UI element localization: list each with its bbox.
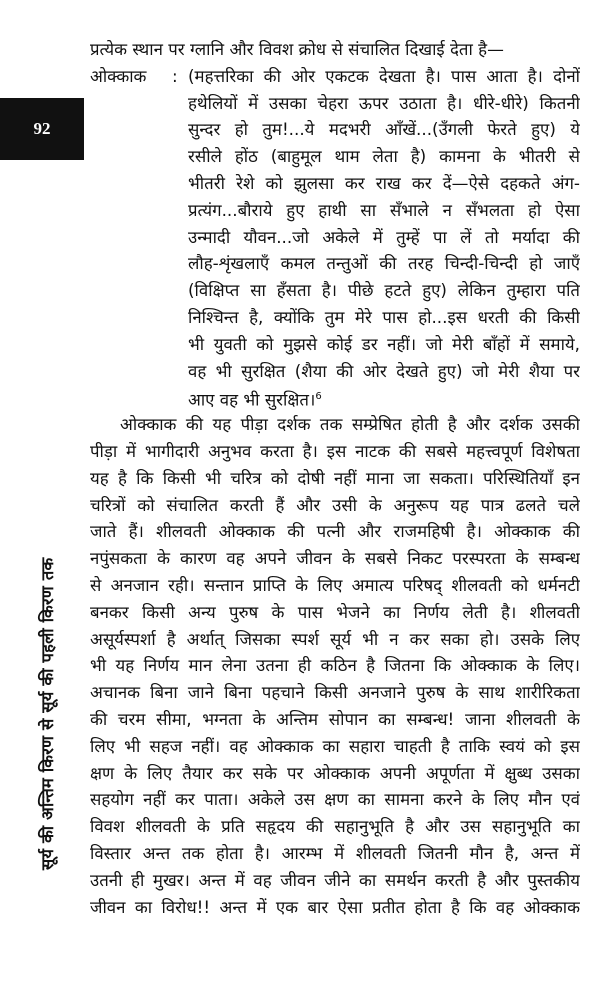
paragraph-line: सहयोग नहीं कर पाता। अकेले उस क्षण का सामना करने के लिए मौन एवं (90, 789, 580, 810)
paragraph-line: बनकर किसी अन्य पुरुष के पास भेजने का निर्णय लेती है। शीलवती (90, 601, 580, 622)
page-number-tab (0, 98, 84, 160)
speech-line: रसीले होंठ (बाहुमूल थाम लेता है) कामना के भीतरी से (188, 146, 580, 167)
paragraph-line: असूर्यस्पर्शा है अर्थात् जिसका स्पर्श सूर्य भी न कर सका हो। उसके लिए (90, 628, 580, 649)
footnote-marker: 6 (315, 391, 322, 403)
speech-line: भीतरी रेशे को झुलसा कर राख कर दें—ऐसे दहकते अंग- (188, 172, 580, 193)
paragraph-line: की चरम सीमा, भग्नता के अन्तिम सोपान का सम्बन्ध! जाना शीलवती के (90, 708, 580, 729)
speech-text (188, 63, 580, 411)
paragraph-line: चरित्रों को संचालित करती हैं और उसी के अनुरूप यह पात्र ढलते चले (90, 494, 580, 515)
paragraph-line: विवश शीलवती के प्रति सहृदय की सहानुभूति है और उस सहानुभूति का (90, 816, 580, 837)
dialogue-block (90, 63, 580, 411)
running-head: सूर्य की अन्तिम किरण से सूर्य की पहली किरण तक (38, 557, 57, 870)
speech-line: उन्मादी यौवन...जो अकेले में तुम्हें पा लें तो मर्यादा की (188, 226, 580, 247)
paragraph-line: भी यह निर्णय मान लेना उतना ही कठिन है जितना कि ओक्काक के लिए। (90, 655, 580, 676)
speech-line: (महत्तरिका की ओर एकटक देखता है। पास आता है। दोनों (188, 65, 580, 86)
speech-line: भी युवती को मुझसे कोई डर नहीं। जो मेरी बाँहों में समाये, (188, 333, 580, 354)
intro-line: प्रत्येक स्थान पर ग्लानि और विवश क्रोध से संचालित दिखाई देता है— (90, 39, 504, 59)
body-paragraph (90, 411, 580, 920)
paragraph-line: जाते हैं। शीलवती ओक्काक की पत्नी और राजमहिषी है। ओक्काक की (90, 521, 580, 542)
speech-line: हथेलियों में उसका चेहरा ऊपर उठाता है। धीरे-धीरे) कितनी (188, 92, 580, 113)
paragraph-line: क्षण के लिए तैयार कर सके पर ओक्काक अपनी अपूर्णता में क्षुब्ध उसका (90, 762, 580, 783)
paragraph-line: विस्तार अन्त तक होता है। आरम्भ में शीलवती जितनी मौन है, अन्त में (90, 842, 580, 863)
speech-last-line (188, 384, 580, 411)
paragraph-line: ओक्काक की यह पीड़ा दर्शक तक सम्प्रेषित होती है और दर्शक उसकी (120, 414, 580, 435)
speech-last-text: आए वह भी सुरक्षित। (188, 389, 316, 410)
paragraph-line: नपुंसकता के कारण वह अपने जीवन के सबसे निकट परस्परता के सम्बन्ध (90, 548, 580, 569)
speech-line: निश्चिन्त है, क्योंकि तुम मेरे पास हो...इस धरती की किसी (188, 306, 580, 327)
paragraph-line: जीवन का विरोध!! अन्त में एक बार ऐसा प्रतीत होता है कि वह ओक्काक (90, 896, 580, 917)
page-body (90, 36, 580, 920)
paragraph-line: यह है कि किसी भी चरित्र को दोषी नहीं माना जा सकता। परिस्थितियाँ इन (90, 467, 580, 488)
speaker-name: ओक्काक (90, 65, 147, 86)
speech-line: वह भी सुरक्षित (शैया की ओर देखते हुए) जो मेरी शैया पर (188, 360, 580, 381)
speech-line: लौह-शृंखलाएँ कमल तन्तुओं की तरह चिन्दी-चिन्दी हो जाएँ (188, 253, 580, 274)
page-number: 92 (33, 119, 51, 138)
paragraph-line: अचानक बिना जाने बिना पहचाने किसी अनजाने पुरुष के साथ शारीरिकता (90, 682, 580, 703)
speech-line: (विक्षिप्त सा हँसता है। पीछे हटते हुए) लेकिन तुम्हारा पति (188, 280, 580, 301)
paragraph-line: लिए भी सहज नहीं। वह ओक्काक का सहारा चाहती है ताकि स्वयं को इस (90, 735, 580, 756)
paragraph-line: उतनी ही मुखर। अन्त में वह जीवन जीने का समर्थन करती है और पुस्तकीय (90, 869, 580, 890)
speech-line: सुन्दर हो तुम!...ये मदभरी आँखें...(उँगली फेरते हुए) ये (188, 119, 580, 140)
speaker-colon: : (172, 65, 178, 86)
speech-line: प्रत्यंग...बौराये हुए हाथी सा सँभाले न सँभलता हो ऐसा (188, 199, 580, 220)
paragraph-line: से अनजान रही। सन्तान प्राप्ति के लिए अमात्य परिषद् शीलवती को धर्मनटी (90, 574, 580, 595)
paragraph-line: पीड़ा में भागीदारी अनुभव करता है। इस नाटक की सबसे महत्त्वपूर्ण विशेषता (90, 440, 580, 461)
